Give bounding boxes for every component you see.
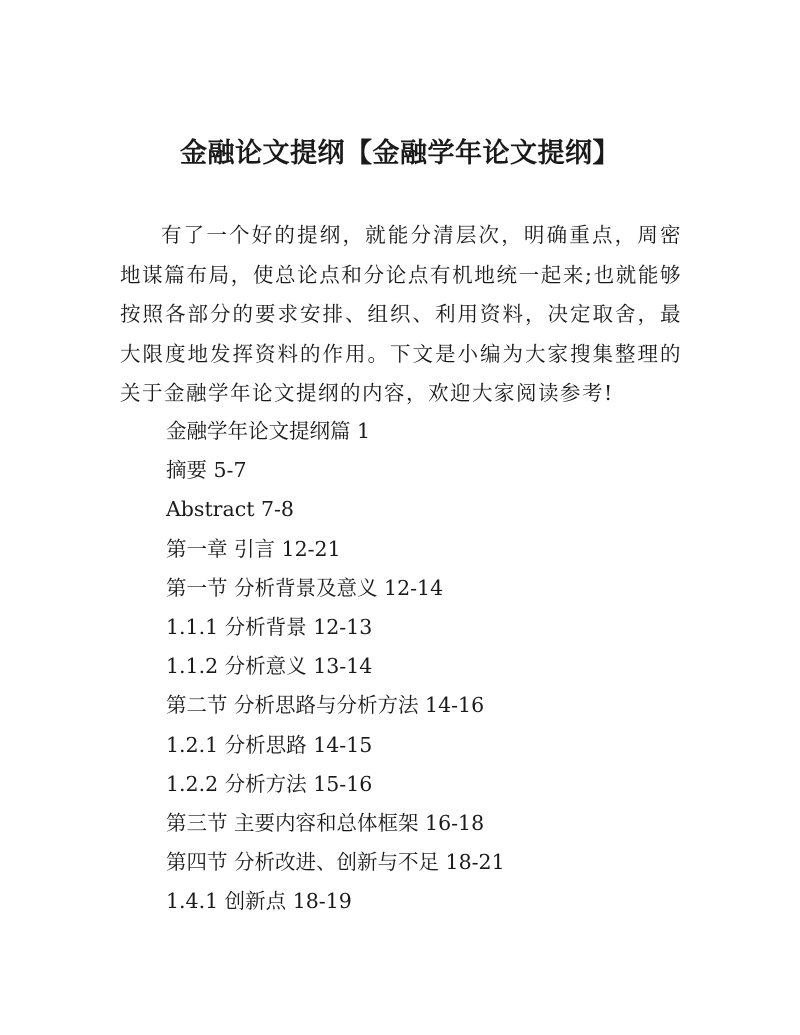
toc-item: 1.4.1 创新点 18-19 [166,889,352,914]
toc-item: 摘要 5-7 [166,458,247,483]
table-of-contents [166,412,686,921]
toc-item: 1.2.2 分析方法 15-16 [166,771,373,796]
toc-item: 第一章 引言 12-21 [166,536,341,561]
toc-item: 第三节 主要内容和总体框架 16-18 [166,810,485,835]
intro-paragraph: 有了一个好的提纲，就能分清层次，明确重点，周密地谋篇布局，使总论点和分论点有机地统一起来;也就能够按照各部分的要求安排、组织、利用资料，决定取舍，最大限度地发挥资料的作用。下文是小编为大家搜集整理的关于金融学年论文提纲的内容，欢迎大家阅读参考! [120,223,682,406]
toc-item: 第二节 分析思路与分析方法 14-16 [166,693,485,718]
toc-item: 第四节 分析改进、创新与不足 18-21 [166,850,505,875]
toc-item: 1.1.1 分析背景 12-13 [166,614,373,639]
toc-item: 1.1.2 分析意义 13-14 [166,654,373,679]
toc-item: 第一节 分析背景及意义 12-14 [166,575,444,600]
toc-heading: 金融学年论文提纲篇 1 [166,419,371,443]
toc-item: Abstract 7-8 [166,497,294,522]
document-title: 金融论文提纲【金融学年论文提纲】 [180,138,620,169]
toc-item: 1.2.1 分析思路 14-15 [166,732,373,757]
